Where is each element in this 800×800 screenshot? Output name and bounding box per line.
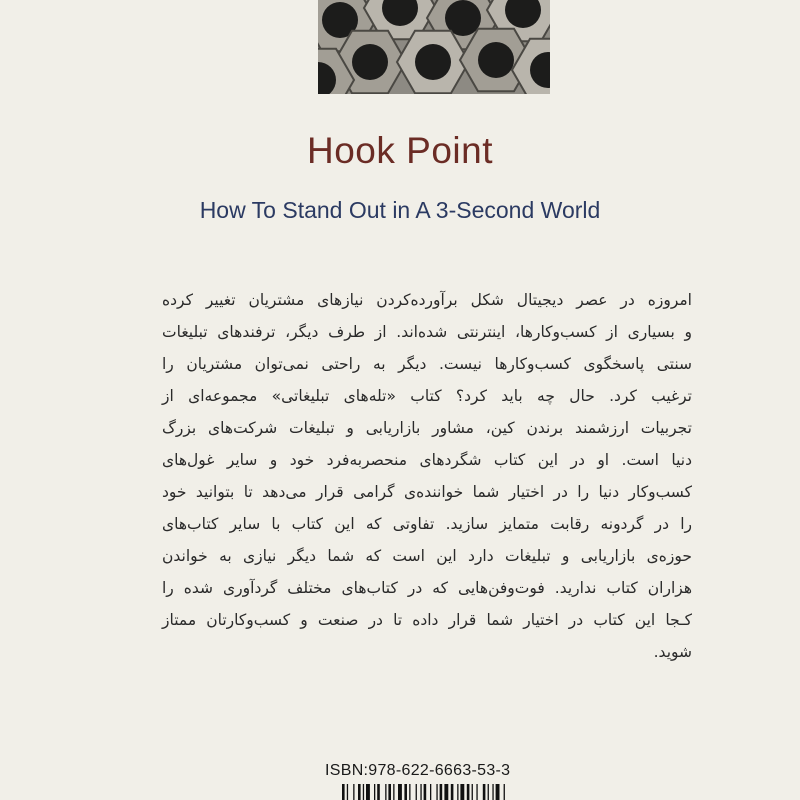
- barcode-bar: [374, 784, 375, 800]
- blurb-line: کسب‌وکار دنیا را در اختیار شما خواننده‌ی گرامی قرار می‌دهد تا بتوانید خود: [162, 483, 692, 501]
- barcode-bar: [377, 784, 380, 800]
- pencil-lead: [478, 42, 514, 78]
- pencil-lead: [415, 44, 451, 80]
- pencils-hexagon-image: [318, 0, 550, 94]
- back-cover-blurb: [162, 284, 692, 668]
- barcode-bar: [424, 784, 427, 800]
- blurb-line: امروزه در عصر دیجیتال شکل برآورده‌کردن نیازهای مشتریان تغییر کرده: [162, 291, 692, 309]
- barcode-bar: [460, 784, 464, 800]
- blurb-line: ترغیب کرد. حال چه باید کرد؟ کتاب «تله‌های تبلیغاتی» مجموعه‌ای از: [162, 387, 692, 405]
- barcode-bar: [398, 784, 402, 800]
- blurb-line: حوزه‌ی بازاریابی و تبلیغات دارد این است که شما دیگر نیازی به خواندن: [162, 547, 692, 565]
- blurb-line: هزاران کتاب ندارید. فوت‌وفن‌هایی که در کتاب‌های مختلف گردآوری شده را: [162, 579, 692, 597]
- barcode-bar: [496, 784, 500, 800]
- blurb-line: و بسیاری از کسب‌وکارها، اینترنتی شده‌اند. از طرف دیگر، ترفندهای تبلیغات: [162, 323, 692, 341]
- blurb-line: تجربیات ارزشمند برندن کین، مشاور بازاریابی و تبلیغات شرکت‌های بزرگ: [162, 419, 692, 437]
- blurb-line: شوید.: [653, 643, 692, 661]
- barcode-bar: [363, 784, 364, 800]
- barcode-bar: [420, 784, 421, 800]
- barcode-bar: [444, 784, 448, 800]
- barcode-bar: [451, 784, 454, 800]
- book-subtitle: How To Stand Out in A 3-Second World: [199, 197, 601, 223]
- barcode-bar: [457, 784, 458, 800]
- barcode-bar: [492, 784, 493, 800]
- barcode-bar: [358, 784, 361, 800]
- barcode-bar: [385, 784, 386, 800]
- barcode-bar: [436, 784, 437, 800]
- barcode-bar: [353, 784, 354, 800]
- barcode-bar: [409, 784, 410, 800]
- blurb-line: را در گردونه رقابت متمایز سازید. تفاوتی که این کتاب با سایر کتاب‌های: [162, 515, 692, 533]
- barcode: [342, 784, 548, 800]
- barcode-bar: [472, 784, 473, 800]
- pencil-lead: [352, 44, 388, 80]
- barcode-bar: [483, 784, 486, 800]
- barcode-bar: [440, 784, 443, 800]
- barcode-bar: [430, 784, 431, 800]
- barcode-bar: [416, 784, 417, 800]
- barcode-bar: [342, 784, 345, 800]
- barcode-bar: [404, 784, 407, 800]
- barcode-bar: [504, 784, 505, 800]
- barcode-bar: [347, 784, 348, 800]
- blurb-line: کـجا این کتاب در اختیار شما قرار داده تا در صنعت و کسب‌وکارتان ممتاز: [162, 611, 692, 629]
- blurb-line: دنیا است. او در این کتاب شگردهای منحصربه‌فرد خود و سایر غول‌های: [162, 451, 692, 469]
- barcode-bar: [393, 784, 394, 800]
- isbn-number: ISBN:978-622-6663-53-3: [325, 762, 511, 779]
- book-title: Hook Point: [307, 130, 493, 171]
- barcode-bar: [476, 784, 477, 800]
- blurb-line: سنتی پاسخگوی کسب‌وکارها نیست. دیگر به راحتی نمی‌توان مشتریان را: [162, 355, 692, 373]
- barcode-bar: [467, 784, 470, 800]
- barcode-bar: [366, 784, 370, 800]
- barcode-bar: [488, 784, 489, 800]
- pencils-photo: [318, 0, 550, 94]
- barcode-bar: [388, 784, 391, 800]
